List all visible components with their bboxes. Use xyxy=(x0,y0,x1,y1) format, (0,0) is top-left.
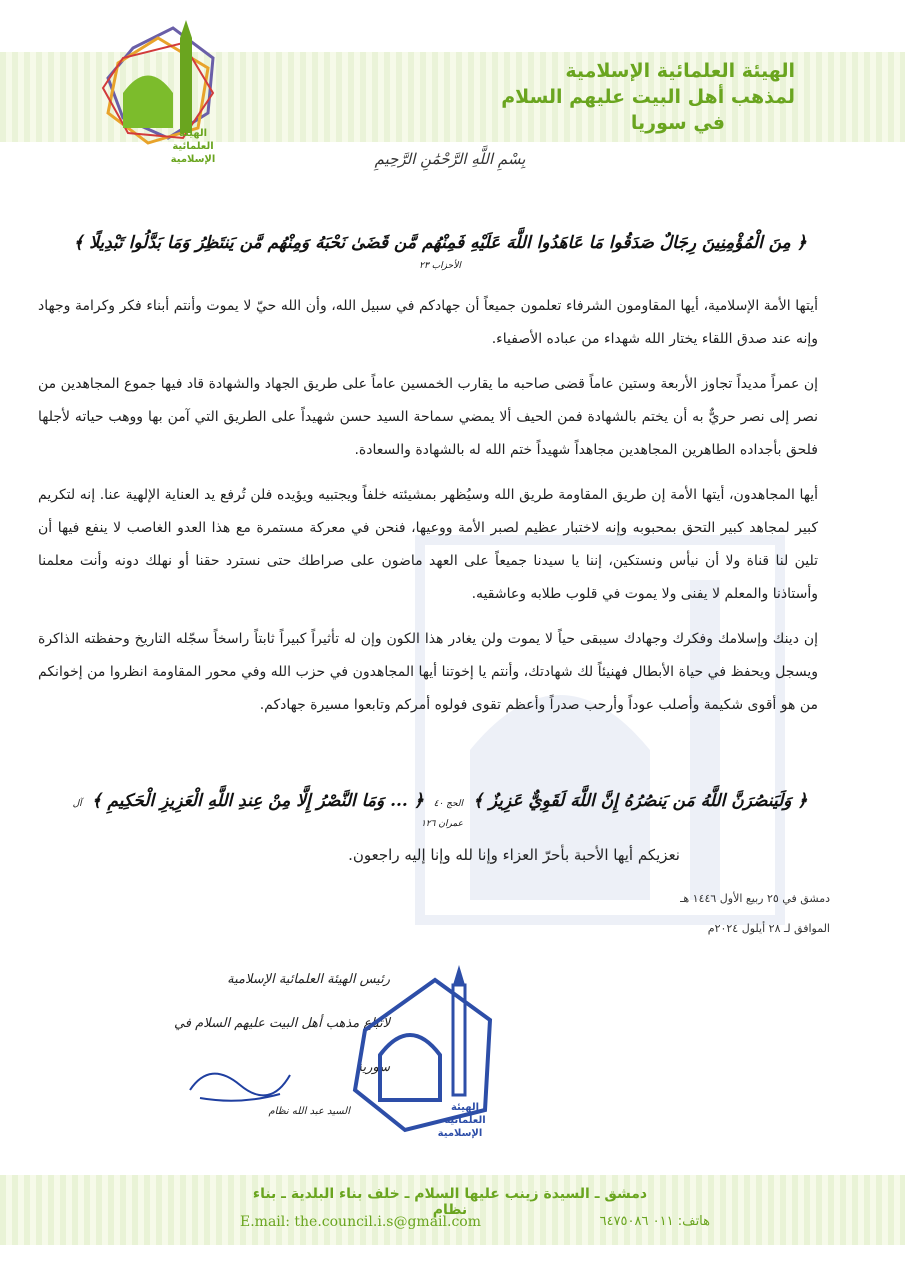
quran-verse-2 xyxy=(70,790,810,831)
header-line-2: لمذهب أهل البيت عليهم السلام xyxy=(501,86,795,108)
quran-verse-1 xyxy=(70,232,810,273)
verse-1-text: ﴿ مِنَ الْمُؤْمِنِينَ رِجَالٌ صَدَقُوا مَا عَاهَدُوا اللَّهَ عَلَيْهِ فَمِنْهُم مَّن قَضَىٰ نَحْبَهُ وَمِنْهُم مَّن يَنتَظِرُ وَمَا بَدَّلُوا تَبْدِيلًا ﴾ xyxy=(73,233,807,253)
logo-text-3: الإسلامية xyxy=(170,154,216,165)
signatory-title-2: لأتباع مذهب أهل البيت عليهم السلام في سورية xyxy=(173,1016,390,1075)
date-gregorian: الموافق لـ ٢٨ أيلول ٢٠٢٤م xyxy=(707,922,830,935)
logo-text-2: العلمائية xyxy=(172,141,214,152)
date-hijri: دمشق في ٢٥ ربيع الأول ١٤٤٦ هـ xyxy=(680,892,830,905)
logo-text-1: الهيئة xyxy=(178,128,208,139)
paragraph-3: أيها المجاهدون، أيتها الأمة إن طريق المقاومة طريق الله وسيُظهر بمشيئته خلفاً ويجتبيه ويؤيده فلن تُرفع يد العناية الإلهية عنا. إنه لتكريم كبير لمجاهد كبير التحق بمحبوبه وإنه لاختبار عظيم لصبر الأمة ووعيها، فنحن في معركة مستمرة مع هذا العدو الغاصب لا ينفع فيها أن تلين لنا قناة ولا أن نيأس ونستكين، إننا يا سيدنا جميعاً على العهد ماضون على صراطك حتى نسترد حقنا أو نهلك دونه وأنت معلمنا وأستاذنا والمعلم لا يفنى ولا يموت في قلوب طلابه وعاشقيه. xyxy=(38,487,818,602)
footer-email: E.mail: the.council.i.s@gmail.com xyxy=(240,1214,481,1230)
verse-2-part-1: ﴿ ... وَمَا النَّصْرُ إِلَّا مِنْ عِندِ اللَّهِ الْعَزِيزِ الْحَكِيمِ ﴾ xyxy=(91,791,424,811)
verse-2-reference-1: آل عمران ١٢٦ xyxy=(72,799,464,829)
paragraph-2: إن عمراً مديداً تجاوز الأربعة وستين عاماً قضى صاحبه ما يقارب الخمسين عاماً على طريق الجهاد والشهادة قاد فيها جموع المجاهدين من نصر إلى نصر حريٌّ به أن يختم بالشهادة فمن الحيف ألا يمضي سماحة السيد حسن شهيداً على الطريق التي آمن بها ووهب حياته لأجلها فلحق بأجداده الطاهرين المجاهدين مجاهداً شهيداً ختم الله له بالشهادة والسعادة. xyxy=(38,376,818,458)
organization-logo-icon xyxy=(88,18,223,168)
basmala: بِسْمِ اللَّهِ الرَّحْمَٰنِ الرَّحِيمِ xyxy=(374,150,526,168)
stamp-text-2: العلمائية xyxy=(444,1115,486,1126)
footer-phone: هاتف: ٠١١ ٦٤٧٥٠٨٦ xyxy=(599,1214,710,1229)
official-stamp-icon xyxy=(345,960,500,1140)
letter-body xyxy=(38,290,818,734)
closing-condolence: نعزيكم أيها الأحبة بأحرّ العزاء وإنا لله وإنا إليه راجعون. xyxy=(348,846,680,864)
footer-address: دمشق ـ السيدة زينب عليها السلام ـ خلف بناء البلدية ـ بناء نظام xyxy=(252,1186,648,1218)
paragraph-4: إن دينك وإسلامك وفكرك وجهادك سيبقى حياً لا يموت ولن يغادر هذا الكون وإن له تأثيراً كبيراً ثابتاً راسخاً سجّله التاريخ وحفظته الذاكرة ويسجل ويحفظ في حياة الأبطال فهنيئاً لك شهادتك، وأنتم يا إخوتنا أيها المجاهدون في حزب الله وفي محور المقاومة انظروا من إخوانكم من هو أقوى شكيمة وأصلب عوداً وأرحب صدراً وأعظم تقوى فولوه أمركم وتابعوا مسيرة جهادكم. xyxy=(38,631,818,713)
stamp-text-3: الإسلامية xyxy=(437,1128,483,1139)
handwritten-signature-icon xyxy=(180,1050,300,1110)
signatory-title-1: رئيس الهيئة العلمائية الإسلامية xyxy=(227,972,390,987)
stamp-text-1: الهيئة xyxy=(450,1102,480,1113)
signatory-name: السيد عبد الله نظام xyxy=(268,1106,350,1117)
verse-1-reference: الأحزاب ٢٣ xyxy=(419,261,461,271)
paragraph-1: أيتها الأمة الإسلامية، أيها المقاومون الشرفاء تعلمون جميعاً أن جهادكم في سبيل الله، وأن الله حيّ لا يموت وأنتم أبناء فكر وكرامة وجهاد وإنه عند صدق اللقاء يختار الله شهداء من عباده الأصفياء. xyxy=(38,298,818,347)
header-line-3: في سوريا xyxy=(630,112,725,134)
header-line-1: الهيئة العلمائية الإسلامية xyxy=(565,60,795,82)
verse-2-reference-2: الحج ٤٠ xyxy=(433,799,464,809)
organization-header xyxy=(415,58,795,136)
verse-2-part-2: ﴿ وَلَيَنصُرَنَّ اللَّهُ مَن يَنصُرُهُ إِنَّ اللَّهَ لَقَوِيٌّ عَزِيزٌ ﴾ xyxy=(472,791,808,811)
